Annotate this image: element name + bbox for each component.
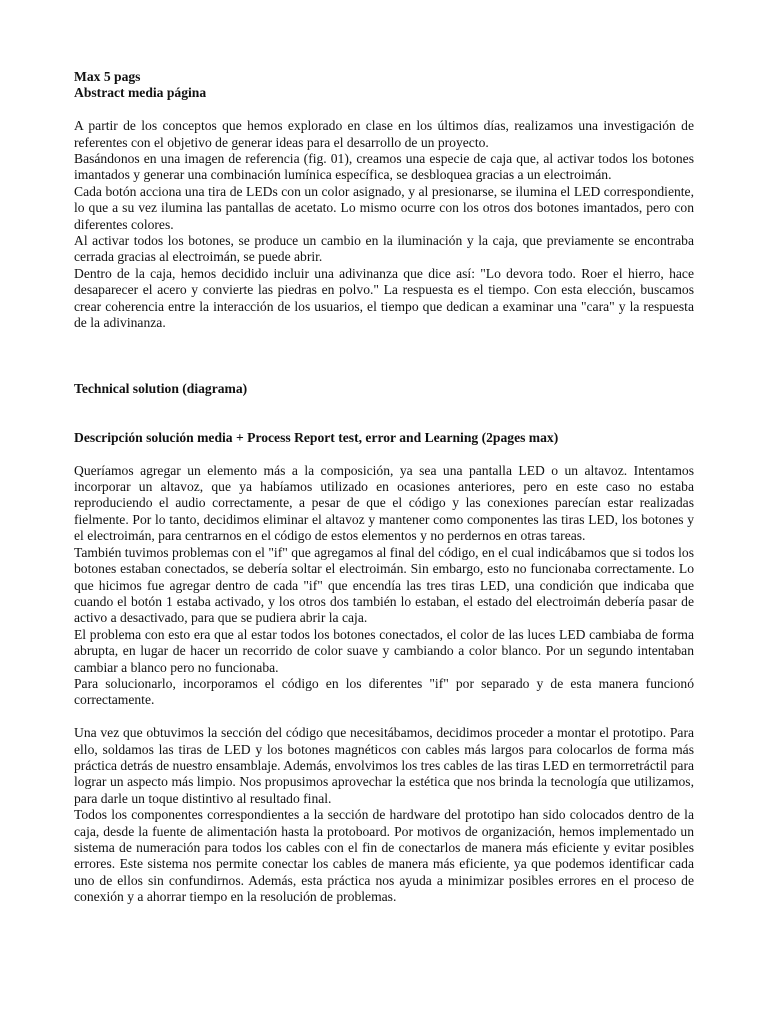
spacer — [74, 446, 694, 462]
abstract-paragraph: A partir de los conceptos que hemos explorado en clase en los últimos días, realizamos una investigación de referentes con el objetivo de generar ideas para el desarrollo de un proyecto. — [74, 118, 694, 150]
description-heading: Descripción solución media + Process Report test, error and Learning (2pages max) — [74, 429, 559, 445]
spacer — [74, 709, 694, 725]
spacer — [74, 364, 694, 380]
description-paragraph: Para solucionarlo, incorporamos el código en los diferentes "if" por separado y de esta manera funcionó correctamente. — [74, 675, 694, 708]
abstract-section — [74, 118, 694, 331]
technical-solution-heading: Technical solution (diagrama) — [74, 380, 248, 396]
abstract-paragraph: Dentro de la caja, hemos decidido incluir una adivinanza que dice así: "Lo devora todo. Roer el hierro, hace desaparecer el acero y convierte las piedras en polvo." La respuesta es el tiempo. Con esta elección, buscamos crear coherencia entre la interacción de los usuarios, el tiempo que dedican a examinar una "cara" y la respuesta de la adivinanza. — [74, 265, 694, 331]
abstract-paragraph: Cada botón acciona una tira de LEDs con un color asignado, y al presionarse, se ilumina el LED correspondiente, lo que a su vez ilumina las pantallas de acetato. Lo mismo ocurre con los otros dos botones imantados, pero con diferentes colores. — [74, 183, 694, 232]
spacer — [74, 331, 694, 364]
document-page — [74, 69, 694, 906]
header-max-pages: Max 5 pags — [74, 69, 141, 84]
header-abstract-title: Abstract media página — [74, 85, 207, 101]
abstract-paragraph: Basándonos en una imagen de referencia (fig. 01), creamos una especie de caja que, al activar todos los botones imantados y generar una combinación lumínica específica, se desbloquea gracias a un electroimán. — [74, 151, 694, 183]
description-paragraph: Queríamos agregar un elemento más a la composición, ya sea una pantalla LED o un altavoz. Intentamos incorporar un altavoz, que ya habíamos utilizado en ocasiones anteriores, pero en este caso no estaba reproduciendo el audio correctamente, a pesar de que el código y las conexiones parecían estar realizadas fielmente. Por lo tanto, decidimos eliminar el altavoz y mantener como componentes las tiras LED, los botones y el electroimán, para centrarnos en el código de estos elementos y no perdernos en otras tareas. — [74, 462, 694, 544]
prototype-paragraph: Todos los componentes correspondientes a la sección de hardware del prototipo han sido colocados dentro de la caja, desde la fuente de alimentación hasta la protoboard. Por motivos de organización, hemos implementado un sistema de numeración para todos los cables con el fin de conectarlos de manera más eficiente y evitar posibles errores. Este sistema nos permite conectar los cables de manera más eficiente, ya que podemos identificar cada uno de ellos sin confundirnos. Además, esta práctica nos ayuda a minimizar posibles errores en el proceso de conexión y a ahorrar tiempo en la resolución de problemas. — [74, 807, 694, 905]
prototype-section — [74, 725, 694, 905]
spacer — [74, 397, 694, 430]
prototype-paragraph: Una vez que obtuvimos la sección del código que necesitábamos, decidimos proceder a montar el prototipo. Para ello, soldamos las tiras de LED y los botones magnéticos con cables más largos para colocarlos de forma más práctica detrás de nuestro ensamblaje. Además, envolvimos los tres cables de las tiras LED en termorretráctil para lograr un aspecto más limpio. Nos propusimos aprovechar la estética que nos brinda la tecnología que utilizamos, para darle un toque distintivo al resultado final. — [74, 725, 694, 806]
spacer — [74, 102, 694, 118]
description-paragraph: También tuvimos problemas con el "if" que agregamos al final del código, en el cual indicábamos que si todos los botones estaban conectados, se debería soltar el electroimán. Sin embargo, esto no funcionaba correctamente. Lo que hicimos fue agregar dentro de cada "if" que encendía las tres tiras LED, una condición que indicaba que cuando el botón 1 estaba activado, y los otros dos también lo estaban, el estado del electroimán debería pasar de activo a desactivado, para que se pudiera abrir la caja. — [74, 544, 694, 626]
description-section — [74, 463, 694, 709]
abstract-paragraph: Al activar todos los botones, se produce un cambio en la iluminación y la caja, que previamente se encontraba cerrada gracias al electroimán, se puede abrir. — [74, 233, 694, 265]
description-paragraph: El problema con esto era que al estar todos los botones conectados, el color de las luces LED cambiaba de forma abrupta, en lugar de hacer un recorrido de color suave y cambiando a color blanco. Por un segundo intentaban cambiar a blanco pero no funcionaba. — [74, 626, 694, 675]
